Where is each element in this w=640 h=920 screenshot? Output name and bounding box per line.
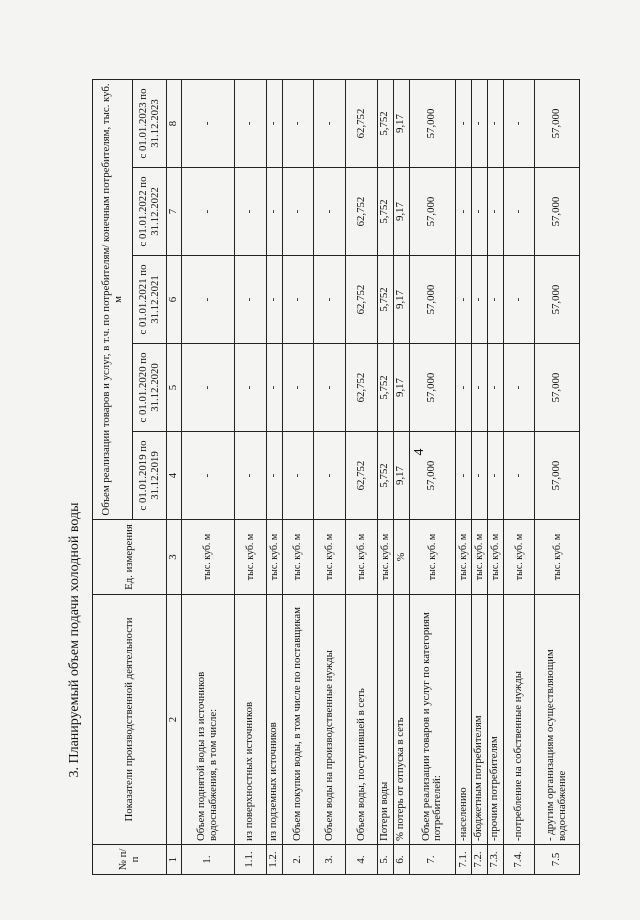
row-value: - (456, 344, 472, 432)
row-value: 57,000 (535, 79, 580, 167)
row-value: - (487, 432, 503, 520)
col-number: 6 (167, 256, 182, 344)
table-row (472, 79, 488, 874)
row-value: - (456, 256, 472, 344)
row-num: 5. (378, 845, 394, 875)
row-value: 57,000 (409, 168, 456, 256)
row-value: - (503, 432, 535, 520)
row-value: - (456, 432, 472, 520)
row-value: - (314, 432, 346, 520)
table-row (181, 79, 234, 874)
row-num: 6. (393, 845, 409, 875)
row-num: 1.1. (234, 845, 266, 875)
row-value: - (503, 344, 535, 432)
row-value: - (234, 432, 266, 520)
table-row (456, 79, 472, 874)
row-value: - (314, 168, 346, 256)
row-value: 57,000 (535, 256, 580, 344)
header-unit: Ед. измерения (93, 520, 167, 595)
row-value: 5,752 (378, 79, 394, 167)
row-indicator: -бюджетным потребителям (472, 595, 488, 845)
row-unit: % (393, 520, 409, 595)
row-value: 9,17 (393, 344, 409, 432)
header-indicator: Показатели производственной деятельности (93, 595, 167, 845)
row-value: 57,000 (409, 344, 456, 432)
row-value: - (472, 256, 488, 344)
row-value: - (181, 344, 234, 432)
row-indicator: из поверхностных источников (234, 595, 266, 845)
plan-table-container (92, 80, 580, 875)
row-value: 5,752 (378, 256, 394, 344)
row-value: 9,17 (393, 256, 409, 344)
row-unit: тыс. куб. м (378, 520, 394, 595)
row-value: 57,000 (409, 79, 456, 167)
row-value: 57,000 (409, 256, 456, 344)
plan-table (92, 79, 580, 875)
row-num: 7.5 (535, 845, 580, 875)
col-number: 8 (167, 79, 182, 167)
table-row (487, 79, 503, 874)
header-period: с 01.01.2021 по 31.12.2021 (133, 256, 167, 344)
row-value: - (314, 79, 346, 167)
header-period: с 01.01.2022 по 31.12.2022 (133, 168, 167, 256)
row-unit: тыс. куб. м (535, 520, 580, 595)
row-num: 7.3. (487, 845, 503, 875)
row-num: 7. (409, 845, 456, 875)
row-unit: тыс. куб. м (181, 520, 234, 595)
row-num: 7.1. (456, 845, 472, 875)
row-value: - (472, 168, 488, 256)
row-indicator: Потери воды (378, 595, 394, 845)
section-title: 3. Планируемый объем подачи холодной воды (67, 502, 82, 778)
row-unit: тыс. куб. м (472, 520, 488, 595)
table-row (266, 79, 282, 874)
row-value: 57,000 (535, 344, 580, 432)
table-row (314, 79, 346, 874)
row-value: - (282, 344, 314, 432)
row-value: - (234, 344, 266, 432)
row-value: 9,17 (393, 79, 409, 167)
row-unit: тыс. куб. м (266, 520, 282, 595)
row-value: - (266, 79, 282, 167)
row-num: 1.2. (266, 845, 282, 875)
row-value: - (266, 344, 282, 432)
row-value: - (472, 344, 488, 432)
row-unit: тыс. куб. м (282, 520, 314, 595)
column-number-row (167, 79, 182, 874)
row-value: 5,752 (378, 168, 394, 256)
row-value: - (487, 168, 503, 256)
row-value: - (503, 79, 535, 167)
row-value: 57,000 (409, 432, 456, 520)
table-row (346, 79, 378, 874)
row-unit: тыс. куб. м (314, 520, 346, 595)
row-num: 4. (346, 845, 378, 875)
row-value: - (472, 432, 488, 520)
row-num: 1. (181, 845, 234, 875)
page-number: 4 (412, 448, 427, 456)
row-num: 3. (314, 845, 346, 875)
header-period: с 01.01.2020 по 31.12.2020 (133, 344, 167, 432)
row-indicator: - другим организациям осуществляющим водоснабжение (535, 595, 580, 845)
col-number: 4 (167, 432, 182, 520)
row-value: - (487, 256, 503, 344)
row-value: 62,752 (346, 256, 378, 344)
header-period: с 01.01.2019 по 31.12.2019 (133, 432, 167, 520)
row-unit: тыс. куб. м (234, 520, 266, 595)
row-value: 5,752 (378, 344, 394, 432)
row-num: 7.2. (472, 845, 488, 875)
row-indicator: % потерь от отпуска в сеть (393, 595, 409, 845)
row-value: 57,000 (535, 168, 580, 256)
row-value: - (181, 168, 234, 256)
row-value: - (266, 168, 282, 256)
header-volume: Объем реализации товаров и услуг, в т.ч. по потребителям/ конечным потребителям, тыс. куб. м (93, 79, 133, 519)
header-num: № п/п (93, 845, 167, 875)
table-row (409, 79, 456, 874)
row-value: 9,17 (393, 168, 409, 256)
header-period: с 01.01.2023 по 31.12.2023 (133, 79, 167, 167)
table-row (393, 79, 409, 874)
col-number: 5 (167, 344, 182, 432)
row-value: 62,752 (346, 79, 378, 167)
row-indicator: Объем воды на производственные нужды (314, 595, 346, 845)
row-value: 9,17 (393, 432, 409, 520)
row-unit: тыс. куб. м (503, 520, 535, 595)
table-row (282, 79, 314, 874)
row-num: 2. (282, 845, 314, 875)
row-indicator: -населению (456, 595, 472, 845)
col-number: 1 (167, 845, 182, 875)
table-header (93, 79, 182, 874)
row-value: - (234, 256, 266, 344)
row-indicator: Объем воды, поступившей в сеть (346, 595, 378, 845)
row-value: - (282, 256, 314, 344)
table-row (503, 79, 535, 874)
row-value: - (234, 168, 266, 256)
row-value: - (282, 432, 314, 520)
table-row (234, 79, 266, 874)
row-value: - (487, 79, 503, 167)
row-value: - (181, 79, 234, 167)
row-unit: тыс. куб. м (346, 520, 378, 595)
row-value: 57,000 (535, 432, 580, 520)
row-indicator: Объем покупки воды, в том числе по поставщикам (282, 595, 314, 845)
row-value: - (314, 256, 346, 344)
row-value: - (503, 168, 535, 256)
row-value: - (282, 168, 314, 256)
row-value: - (266, 432, 282, 520)
row-indicator: Объем реализации товаров и услуг по категориям потребителей: (409, 595, 456, 845)
row-indicator: -потребление на собственные нужды (503, 595, 535, 845)
col-number: 3 (167, 520, 182, 595)
col-number: 7 (167, 168, 182, 256)
table-row (378, 79, 394, 874)
table-body (181, 79, 579, 874)
row-num: 7.4. (503, 845, 535, 875)
row-value: - (456, 79, 472, 167)
col-number: 2 (167, 595, 182, 845)
row-value: - (472, 79, 488, 167)
row-indicator: из подземных источников (266, 595, 282, 845)
row-value: - (181, 256, 234, 344)
row-value: - (282, 79, 314, 167)
row-unit: тыс. куб. м (456, 520, 472, 595)
row-indicator: Объем поднятой воды из источников водоснабжения, в том числе: (181, 595, 234, 845)
row-value: - (314, 344, 346, 432)
row-value: 62,752 (346, 168, 378, 256)
row-value: - (181, 432, 234, 520)
row-value: - (487, 344, 503, 432)
row-value: - (266, 256, 282, 344)
table-row (535, 79, 580, 874)
row-value: - (456, 168, 472, 256)
row-value: - (234, 79, 266, 167)
row-unit: тыс. куб. м (409, 520, 456, 595)
row-indicator: -прочим потребителям (487, 595, 503, 845)
row-value: - (503, 256, 535, 344)
row-value: 62,752 (346, 432, 378, 520)
row-unit: тыс. куб. м (487, 520, 503, 595)
row-value: 5,752 (378, 432, 394, 520)
row-value: 62,752 (346, 344, 378, 432)
